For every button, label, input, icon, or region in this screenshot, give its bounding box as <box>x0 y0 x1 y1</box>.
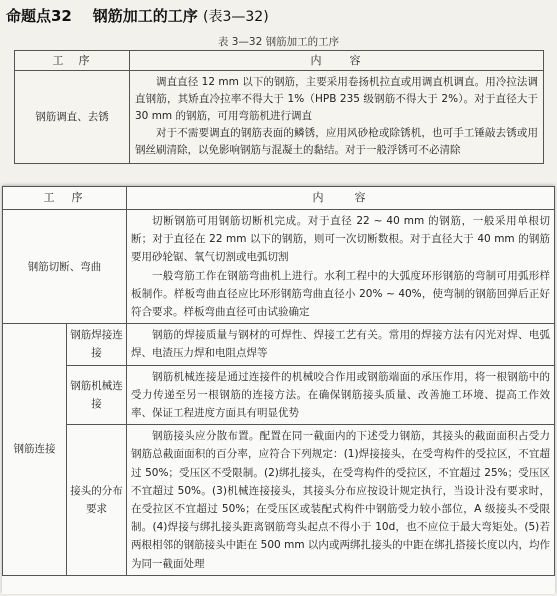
content-straightening <box>130 71 544 164</box>
content-mechanical <box>127 365 555 425</box>
header-content: 内 容 <box>127 187 555 210</box>
subprocess-welding: 钢筋焊接连接 <box>67 324 127 365</box>
content-distribution <box>127 425 555 576</box>
subprocess-mechanical: 钢筋机械连接 <box>67 365 127 425</box>
table-row <box>3 365 555 425</box>
paragraph: 调直直径 12 mm 以下的钢筋，主要采用卷扬机拉直或用调直机调直。用冷拉法调直钢筋，其矫直冷拉率不得大于 1%（HPB 235 级钢筋不得大于 2%）。对于直径大于 30 mm 的钢筋，可用弯筋机进行调直 <box>135 76 538 122</box>
table-header-row <box>3 187 555 210</box>
header-process: 工 序 <box>3 187 127 210</box>
section-heading <box>6 5 269 26</box>
subprocess-distribution: 接头的分布要求 <box>67 425 127 576</box>
paragraph: 切断钢筋可用钢筋切断机完成。对于直径 22 ~ 40 mm 的钢筋，一般采用单根切断；对于直径在 22 mm 以下的钢筋，则可一次切断数根。对于直径大于 40 mm 的钢筋要用砂轮锯、氧气切割或电弧切割 <box>131 215 550 264</box>
process-cutting-bending: 钢筋切断、弯曲 <box>3 210 127 324</box>
content-cutting-bending <box>127 210 555 324</box>
header-content: 内 容 <box>130 51 544 71</box>
paragraph: 钢筋的焊接质量与钢材的可焊性、焊接工艺有关。常用的焊接方法有闪光对焊、电弧焊、电渣压力焊和电阻点焊等 <box>131 329 550 360</box>
table-continuation-panel <box>2 186 555 594</box>
heading-prefix: 命题点32 <box>6 7 72 25</box>
paragraph: 钢筋接头应分散布置。配置在同一截面内的下述受力钢筋，其接头的截面面积占受力钢筋总截面面积的百分率，应符合下列规定：(1)焊接接头，在受弯构件的受拉区，不宜超过 50%；受压区不受限制。(2)绑扎接头，在受弯构件的受拉区，不宜超过 25%；受压区不宜超过 50%。(3)机械连接接头，其接头分布应按设计规定执行，当设计没有要求时，在受拉区不宜超过 50%；在受压区或装配式构件中钢筋受力较小部位，A 级接头不受限制。(4)焊接与绑扎接头距离钢筋弯头起点不得小于 10d，也不应位于最大弯矩处。(5)若两根相邻的钢筋接头中距在 500 mm 以内或两绑扎接头的中距在绑扎搭接长度以内，均作为同一截面处理 <box>131 430 550 570</box>
heading-title: 钢筋加工的工序 <box>92 7 198 25</box>
table-row <box>3 210 555 324</box>
table-row <box>3 324 555 365</box>
paragraph: 钢筋机械连接是通过连接件的机械咬合作用或钢筋端面的承压作用，将一根钢筋中的受力传递至另一根钢筋的连接方法。在确保钢筋接头质量、改善施工环境、提高工作效率、保证工程进度方面具有明显优势 <box>131 370 550 420</box>
header-process: 工 序 <box>15 51 130 71</box>
heading-table-ref: (表3—32) <box>203 9 269 25</box>
table-straightening <box>14 50 544 164</box>
process-connection: 钢筋连接 <box>3 324 67 576</box>
table-cutting-connection <box>2 186 555 576</box>
table-row <box>15 71 544 164</box>
process-straightening: 钢筋调直、去锈 <box>15 71 130 164</box>
paragraph: 一般弯筋工作在钢筋弯曲机上进行。水利工程中的大弧度环形钢筋的弯制可用弧形样板制作。样板弯曲直径应比环形钢筋弯曲直径小 20% ~ 40%，使弯制的钢筋回弹后正好符合要求。样板弯曲直径可由试验确定 <box>131 269 550 319</box>
paragraph: 对于不需要调直的钢筋表面的鳞锈，应用风砂枪或除锈机，也可手工锤敲去锈或用钢丝刷清除，以免影响钢筋与混凝土的黏结。对于一般浮锈可不必清除 <box>135 127 538 156</box>
table-header-row <box>15 51 544 71</box>
table-caption: 表 3—32 钢筋加工的工序 <box>217 36 340 48</box>
content-welding <box>127 324 555 365</box>
table-row <box>3 425 555 576</box>
